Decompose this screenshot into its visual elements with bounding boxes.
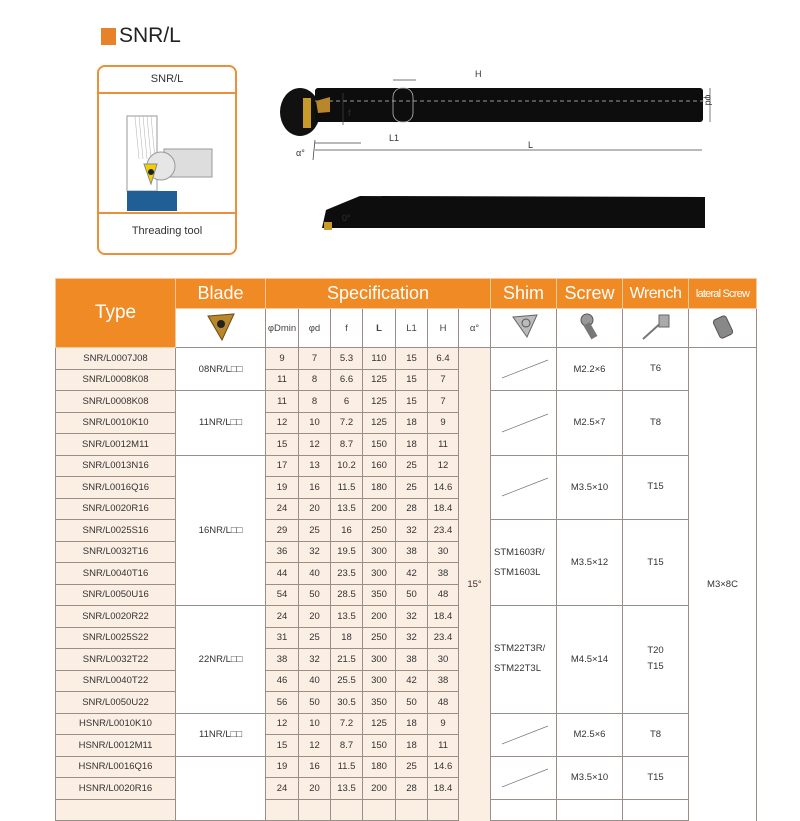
spec-cell: 25: [299, 520, 331, 542]
type-cell: SNR/L0032T22: [56, 649, 176, 671]
blade-cell: 11NR/L□□: [176, 391, 266, 456]
spec-cell: 13.5: [331, 778, 363, 800]
spec-cell: 200: [363, 778, 396, 800]
spec-cell: 8: [299, 369, 331, 391]
spec-cell: 23.4: [428, 520, 459, 542]
spec-cell: 16: [331, 520, 363, 542]
spec-cell: 250: [363, 627, 396, 649]
spec-cell: 12: [266, 412, 299, 434]
spec-cell: 24: [266, 606, 299, 628]
type-cell: SNR/L0008K08: [56, 369, 176, 391]
alpha-cell: 15°: [459, 348, 491, 821]
spec-cell: 32: [299, 649, 331, 671]
spec-cell: 180: [363, 756, 396, 778]
card-caption: Threading tool: [99, 212, 235, 248]
type-cell: SNR/L0050U22: [56, 692, 176, 714]
spec-cell: 10: [299, 412, 331, 434]
wrench-cell: T8: [623, 391, 689, 456]
blade-cell: 16NR/L□□: [176, 455, 266, 606]
spec-cell: 32: [396, 520, 428, 542]
spec-cell: 160: [363, 455, 396, 477]
spec-cell: 50: [396, 584, 428, 606]
screw-cell: M3.5×12: [557, 520, 623, 606]
spec-col-0: φDmin: [266, 309, 299, 348]
wrench-icon: [623, 309, 689, 348]
type-cell: SNR/L0032T16: [56, 541, 176, 563]
spec-cell: 24: [266, 498, 299, 520]
header-specification: Specification: [266, 279, 491, 309]
spec-cell: 28: [396, 498, 428, 520]
dim-phi-d-label: φd: [703, 94, 714, 106]
type-cell: HSNR/L0010K10: [56, 713, 176, 735]
spec-cell: 350: [363, 584, 396, 606]
shim-cell: [491, 391, 557, 456]
spec-cell: 54: [266, 584, 299, 606]
spec-cell: 42: [396, 670, 428, 692]
spec-cell: 25: [396, 455, 428, 477]
dim-f-label: f: [348, 108, 351, 118]
spec-cell: 125: [363, 369, 396, 391]
dim-zero-label: 0°: [342, 213, 351, 223]
type-cell: SNR/L0050U16: [56, 584, 176, 606]
spec-cell: 20: [299, 778, 331, 800]
spec-cell: 180: [363, 477, 396, 499]
spec-cell: 11: [266, 391, 299, 413]
spec-cell: 150: [363, 434, 396, 456]
spec-cell: 18: [396, 412, 428, 434]
type-cell: SNR/L0016Q16: [56, 477, 176, 499]
spec-cell: 19: [266, 756, 299, 778]
spec-cell: 7: [299, 348, 331, 370]
spec-cell: 42: [396, 563, 428, 585]
screw-icon: [557, 309, 623, 348]
spec-cell: 18.4: [428, 498, 459, 520]
lateral-screw-icon: [689, 309, 757, 348]
spec-col-6: α°: [459, 309, 491, 348]
blade-insert-icon: [176, 309, 266, 348]
table-row: [56, 756, 757, 778]
spec-cell: 12: [299, 434, 331, 456]
wrench-cell: T15: [623, 756, 689, 799]
spec-cell: 18.4: [428, 606, 459, 628]
screw-cell: M2.5×6: [557, 713, 623, 756]
header-type: Type: [56, 279, 176, 348]
spec-cell: 11.5: [331, 477, 363, 499]
header-shim: Shim: [491, 279, 557, 309]
spec-cell: 6.4: [428, 348, 459, 370]
wrench-cell: T15: [623, 455, 689, 520]
table-row: [56, 713, 757, 735]
dim-alpha-label: α°: [296, 148, 305, 158]
no-shim-slash: [496, 765, 552, 791]
type-cell: HSNR/L0020R16: [56, 778, 176, 800]
spec-cell: 50: [299, 692, 331, 714]
shim-cell: [491, 348, 557, 391]
spec-cell: 28.5: [331, 584, 363, 606]
spec-cell: 8.7: [331, 434, 363, 456]
spec-cell: 17: [266, 455, 299, 477]
spec-cell: 50: [396, 692, 428, 714]
spec-cell: 12: [428, 455, 459, 477]
shim-cell: [491, 713, 557, 756]
spec-cell: 30.5: [331, 692, 363, 714]
spec-cell: 48: [428, 584, 459, 606]
spec-cell: 11: [428, 735, 459, 757]
dim-L-label: L: [528, 140, 534, 150]
spec-cell: 19.5: [331, 541, 363, 563]
spec-cell: 20: [299, 498, 331, 520]
spec-cell: 14.6: [428, 756, 459, 778]
spec-cell: 300: [363, 563, 396, 585]
spec-cell: 21.5: [331, 649, 363, 671]
spec-cell: 25: [396, 756, 428, 778]
spec-cell: 15: [396, 391, 428, 413]
spec-cell: [363, 799, 396, 821]
screw-cell: M4.5×14: [557, 606, 623, 714]
spec-cell: 32: [396, 606, 428, 628]
spec-cell: 25: [396, 477, 428, 499]
type-cell: SNR/L0010K10: [56, 412, 176, 434]
spec-cell: 40: [299, 563, 331, 585]
screw-cell: [557, 799, 623, 821]
spec-cell: 16: [299, 756, 331, 778]
wrench-cell: T6: [623, 348, 689, 391]
dim-H-label: H: [475, 69, 482, 79]
spec-cell: 9: [428, 713, 459, 735]
type-cell: SNR/L0025S16: [56, 520, 176, 542]
screw-cell: M2.2×6: [557, 348, 623, 391]
wrench-cell: [623, 799, 689, 821]
tool-holder-drawing: [0, 0, 800, 270]
spec-cell: 12: [266, 713, 299, 735]
spec-cell: 15: [396, 369, 428, 391]
table-row: [56, 391, 757, 413]
type-cell: SNR/L0007J08: [56, 348, 176, 370]
spec-cell: 18.4: [428, 778, 459, 800]
spec-cell: 300: [363, 670, 396, 692]
spec-cell: 6: [331, 391, 363, 413]
spec-cell: [331, 799, 363, 821]
spec-cell: 15: [266, 735, 299, 757]
spec-cell: 13: [299, 455, 331, 477]
spec-cell: 38: [428, 670, 459, 692]
spec-cell: 48: [428, 692, 459, 714]
spec-cell: 56: [266, 692, 299, 714]
spec-cell: 300: [363, 649, 396, 671]
title-text: SNR/L: [119, 24, 181, 47]
spec-cell: [266, 799, 299, 821]
spec-cell: 5.3: [331, 348, 363, 370]
table-row: [56, 799, 757, 821]
spec-cell: 13.5: [331, 498, 363, 520]
shim-icon: [491, 309, 557, 348]
spec-cell: 36: [266, 541, 299, 563]
type-cell: HSNR/L0012M11: [56, 735, 176, 757]
table-row: [56, 606, 757, 628]
spec-cell: 23.4: [428, 627, 459, 649]
spec-cell: 300: [363, 541, 396, 563]
spec-cell: 18: [396, 434, 428, 456]
spec-cell: 7.2: [331, 713, 363, 735]
spec-cell: 28: [396, 778, 428, 800]
shim-cell: [491, 799, 557, 821]
no-shim-slash: [496, 356, 552, 382]
spec-cell: 38: [396, 541, 428, 563]
spec-cell: 31: [266, 627, 299, 649]
spec-cell: 18: [396, 713, 428, 735]
spec-cell: 7.2: [331, 412, 363, 434]
spec-cell: 125: [363, 713, 396, 735]
spec-cell: 32: [396, 627, 428, 649]
card-title: SNR/L: [99, 67, 235, 94]
spec-cell: [396, 799, 428, 821]
spec-cell: 200: [363, 498, 396, 520]
spec-cell: 13.5: [331, 606, 363, 628]
blade-cell: 22NR/L□□: [176, 606, 266, 714]
blade-cell: 08NR/L□□: [176, 348, 266, 391]
spec-cell: 18: [331, 627, 363, 649]
spec-cell: 30: [428, 649, 459, 671]
blade-cell: [176, 756, 266, 821]
spec-cell: 44: [266, 563, 299, 585]
spec-cell: 38: [428, 563, 459, 585]
spec-cell: 38: [266, 649, 299, 671]
screw-cell: M3.5×10: [557, 455, 623, 520]
type-cell: SNR/L0040T22: [56, 670, 176, 692]
table-row: [56, 520, 757, 542]
spec-cell: 20: [299, 606, 331, 628]
spec-cell: 9: [266, 348, 299, 370]
spec-cell: 12: [299, 735, 331, 757]
holder-end-view: [280, 88, 320, 136]
spec-cell: 10.2: [331, 455, 363, 477]
spec-cell: 350: [363, 692, 396, 714]
header-blade: Blade: [176, 279, 266, 309]
specification-table: [55, 278, 757, 821]
spec-col-4: L1: [396, 309, 428, 348]
holder-top-view: [322, 196, 705, 228]
spec-cell: 38: [396, 649, 428, 671]
blade-cell: 11NR/L□□: [176, 713, 266, 756]
spec-cell: 25.5: [331, 670, 363, 692]
spec-cell: 40: [299, 670, 331, 692]
table-row: [56, 348, 757, 370]
spec-cell: 8: [299, 391, 331, 413]
spec-col-1: φd: [299, 309, 331, 348]
spec-cell: 125: [363, 391, 396, 413]
spec-cell: 46: [266, 670, 299, 692]
spec-cell: 29: [266, 520, 299, 542]
wrench-cell: T15: [623, 520, 689, 606]
header-screw: Screw: [557, 279, 623, 309]
spec-cell: 11: [428, 434, 459, 456]
spec-cell: 9: [428, 412, 459, 434]
shim-cell: [491, 455, 557, 520]
spec-cell: 15: [396, 348, 428, 370]
spec-cell: 50: [299, 584, 331, 606]
wrench-cell: T20 T15: [623, 606, 689, 714]
shim-cell: [491, 756, 557, 799]
type-cell: HSNR/L0016Q16: [56, 756, 176, 778]
type-cell: [56, 799, 176, 821]
no-shim-slash: [496, 722, 552, 748]
type-cell: SNR/L0012M11: [56, 434, 176, 456]
dim-L1-label: L1: [389, 133, 400, 143]
type-cell: SNR/L0008K08: [56, 391, 176, 413]
type-cell: SNR/L0020R16: [56, 498, 176, 520]
shim-cell: STM1603R/ STM1603L: [491, 520, 557, 606]
type-cell: SNR/L0020R22: [56, 606, 176, 628]
lateral-screw-cell: M3×8C: [689, 348, 757, 821]
screw-cell: M3.5×10: [557, 756, 623, 799]
spec-cell: 10: [299, 713, 331, 735]
spec-col-2: f: [331, 309, 363, 348]
spec-cell: 125: [363, 412, 396, 434]
no-shim-slash: [496, 474, 552, 500]
spec-cell: [428, 799, 459, 821]
spec-cell: 25: [299, 627, 331, 649]
spec-cell: 32: [299, 541, 331, 563]
spec-cell: 8.7: [331, 735, 363, 757]
spec-col-5: H: [428, 309, 459, 348]
spec-cell: 16: [299, 477, 331, 499]
spec-col-3: L: [363, 309, 396, 348]
spec-cell: 11.5: [331, 756, 363, 778]
spec-cell: 250: [363, 520, 396, 542]
type-cell: SNR/L0040T16: [56, 563, 176, 585]
spec-cell: 7: [428, 391, 459, 413]
spec-cell: 14.6: [428, 477, 459, 499]
spec-cell: 150: [363, 735, 396, 757]
no-shim-slash: [496, 410, 552, 436]
spec-cell: 18: [396, 735, 428, 757]
type-cell: SNR/L0025S22: [56, 627, 176, 649]
header-wrench: Wrench: [623, 279, 689, 309]
screw-cell: M2.5×7: [557, 391, 623, 456]
wrench-cell: T8: [623, 713, 689, 756]
holder-side-view: [315, 88, 703, 122]
spec-cell: 30: [428, 541, 459, 563]
spec-cell: 7: [428, 369, 459, 391]
spec-cell: 6.6: [331, 369, 363, 391]
type-cell: SNR/L0013N16: [56, 455, 176, 477]
shim-cell: STM22T3R/ STM22T3L: [491, 606, 557, 714]
spec-cell: 110: [363, 348, 396, 370]
spec-cell: 200: [363, 606, 396, 628]
spec-cell: 24: [266, 778, 299, 800]
spec-cell: 23.5: [331, 563, 363, 585]
spec-cell: 11: [266, 369, 299, 391]
table-row: [56, 455, 757, 477]
spec-cell: 19: [266, 477, 299, 499]
header-lateral-screw: lateral Screw: [689, 279, 757, 309]
spec-cell: [299, 799, 331, 821]
spec-cell: 15: [266, 434, 299, 456]
